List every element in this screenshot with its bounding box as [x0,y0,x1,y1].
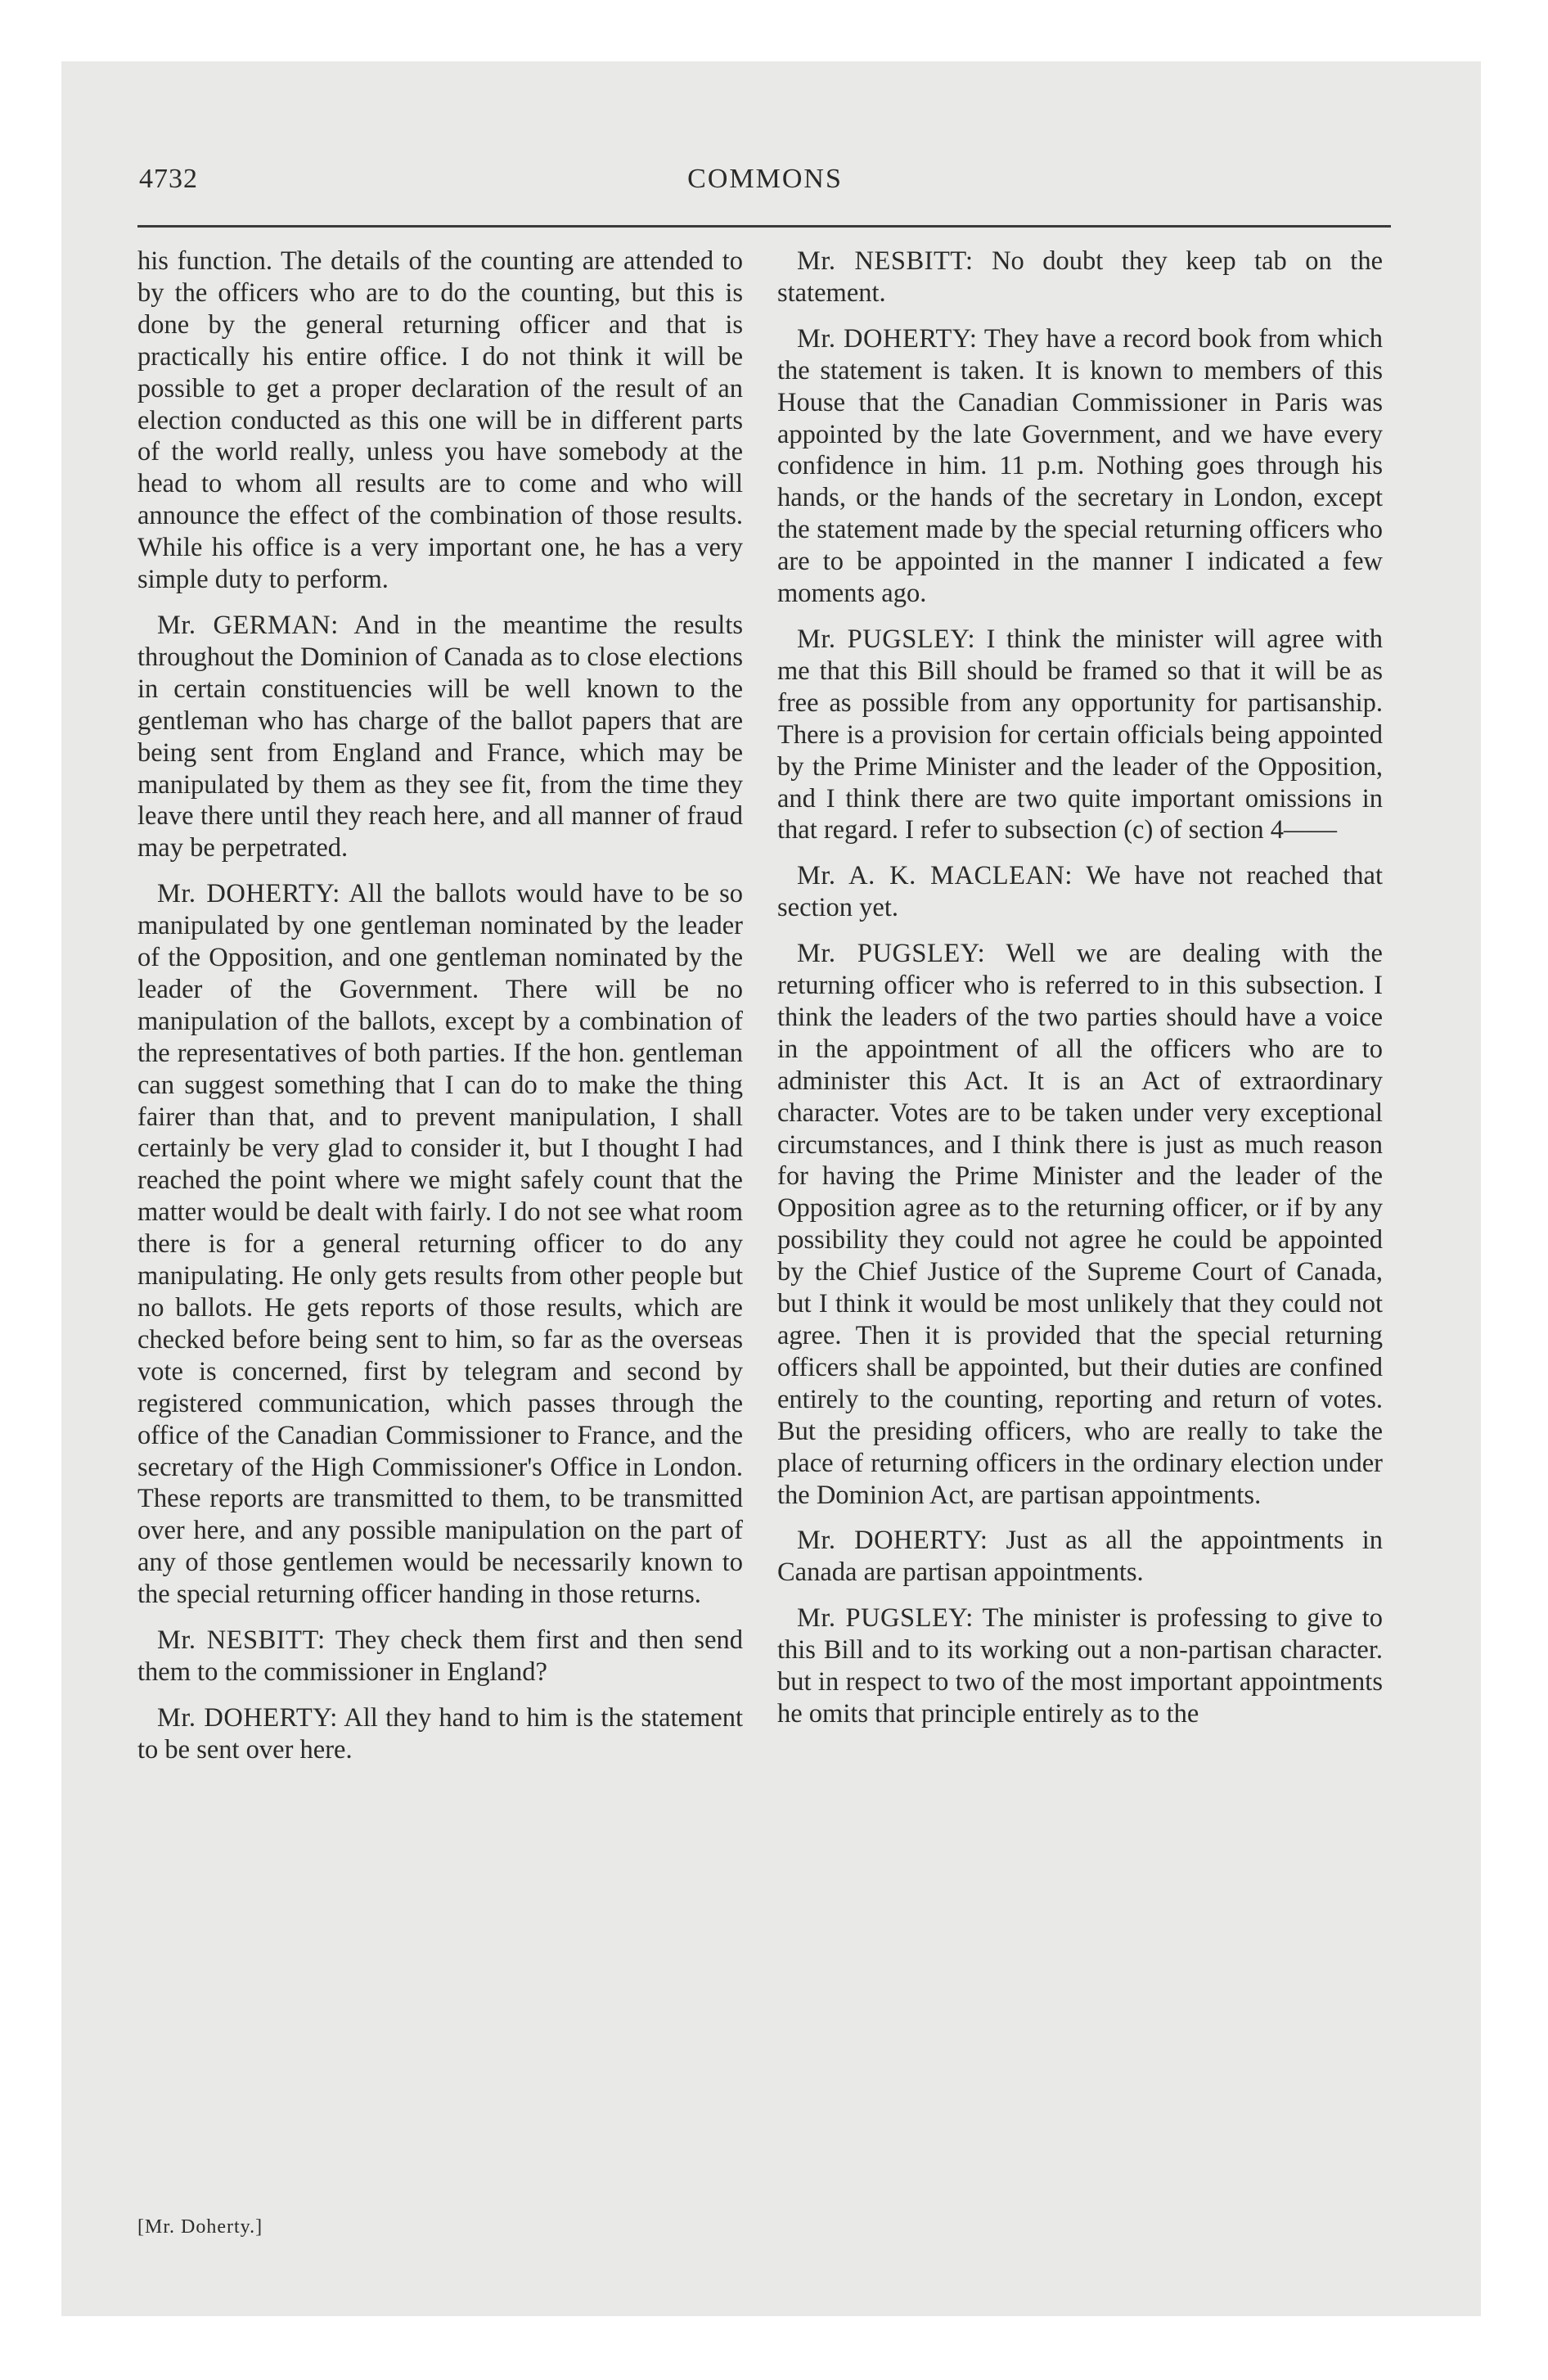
paragraph-text: And in the meantime the results throughout the Dominion of Canada as to close elections in certain constituencies will be well known to the gentleman who has charge of the ballot papers that are being sent from England and France, which may be manipulated by them as they see fit, from the time they leave there until they reach here, and all manner of fraud may be perpetrated. [137,610,743,863]
paragraph [137,1625,743,1688]
speaker-name: Mr. NESBITT: [797,246,974,276]
paragraph-text: Just as all the appointments in Canada are partisan appointments. [777,1526,1384,1588]
paragraph-text: They check them first and then send them to the commissioner in England? [137,1625,743,1687]
paragraph [777,1525,1383,1589]
paragraph-text: The minister is professing to give to this Bill and to its working out a non-partisan character. but in respect to two of the most important appointments he omits that principle entirely as to the [777,1603,1383,1729]
paragraph [777,323,1383,610]
footer-note: [Mr. Doherty.] [137,2216,263,2238]
paragraph-text: his function. The details of the counting are attended to by the officers who are to do the counting, but this is done by the general returning officer and that is practically his entire office. I do not think it will be possible to get a proper declaration of the result of an election conducted as this one will be in different parts of the world really, unless you have somebody at the head to whom all results are to come and who will announce the effect of the combination of those results. While his office is a very important one, he has a very simple duty to perform. [137,246,743,595]
speaker-name: Mr. DOHERTY: [157,879,340,909]
paragraph-text: They have a record book from which the statement is taken. It is known to members of this House that the Canadian Commissioner in Paris was appointed by the late Government, and we have every confidence in him. 11 p.m. Nothing goes through his hands, or the hands of the secretary in London, except the statement made by the special returning officers who are to be appointed in the manner I indicated a few moments ago. [777,323,1383,609]
paragraph [777,624,1383,846]
paragraph [777,860,1383,924]
paragraph-text: All the ballots would have to be so manipulated by one gentleman nominated by the leader of the Opposition, and one gentleman nominated by the leader of the Government. There will be no manipulation of the ballots, except by a combination of the representatives of both parties. If the hon. gentleman can suggest something that I can do to make the thing fairer than that, and to prevent manipulation, I shall certainly be very glad to consider it, but I thought I had reached the point where we might safely count that the matter would be dealt with fairly. I do not see what room there is for a general returning officer to do any manipulating. He only gets results from other people but no ballots. He gets reports of those results, which are checked before being sent to him, so far as the overseas vote is concerned, first by telegram and second by registered communication, which passes through the office of the Canadian Commissioner to France, and the secretary of the High Commissioner's Office in London. These reports are transmitted to them, to be transmitted over here, and any possible manipulation on the part of any of those gentlemen would be necessarily known to the special returning officer handing in those returns. [137,879,743,1610]
paragraph [137,610,743,864]
page-title: COMMONS [687,164,843,194]
paragraph [777,1602,1383,1730]
paragraph-text: No doubt they keep tab on the statement. [777,246,1383,308]
page-header [139,164,1391,213]
paragraph [777,246,1383,309]
right-column [777,246,1383,1744]
paragraph [137,246,743,596]
speaker-name: Mr. PUGSLEY: [797,939,986,969]
speaker-name: Mr. DOHERTY: [797,1526,988,1556]
speaker-name: Mr. DOHERTY: [797,323,978,354]
speaker-name: Mr. A. K. MACLEAN: [797,861,1073,891]
speaker-name: Mr. GERMAN: [157,610,339,640]
paragraph [137,1702,743,1766]
paragraph-text: I think the minister will agree with me that this Bill should be framed so that it will be as free as possible from any opportunity for partisanship. There is a provision for certain officials being appointed by the Prime Minister and the leader of the Opposition, and I think there are two quite important omissions in that regard. I refer to subsection (c) of section 4—— [777,624,1383,845]
left-column [137,246,743,1780]
paragraph-text: Well we are dealing with the returning officer who is referred to in this subsection. I think the leaders of the two parties should have a voice in the appointment of all the officers who are to administer this Act. It is an Act of extraordinary character. Votes are to be taken under very exceptional circumstances, and I think there is just as much reason for having the Prime Minister and the leader of the Opposition agree as to the returning officer, or if by any possibility they could not agree he could be appointed by the Chief Justice of the Supreme Court of Canada, but I think it would be most unlikely that they could not agree. Then it is provided that the special returning officers shall be appointed, but their duties are confined entirely to the counting, reporting and return of votes. But the presiding officers, who are really to take the place of returning officers in the ordinary election under the Dominion Act, are partisan appointments. [777,939,1383,1510]
paragraph [777,938,1383,1511]
header-rule [137,225,1391,228]
speaker-name: Mr. PUGSLEY: [797,1603,974,1634]
paragraph-text: We have not reached that section yet. [777,861,1384,923]
speaker-name: Mr. NESBITT: [157,1625,326,1656]
paragraph-text: All they hand to him is the statement to be sent over here. [137,1702,744,1765]
speaker-name: Mr. DOHERTY: [157,1702,338,1733]
page-number: 4732 [139,164,198,194]
paragraph [137,878,743,1611]
speaker-name: Mr. PUGSLEY: [797,624,975,654]
